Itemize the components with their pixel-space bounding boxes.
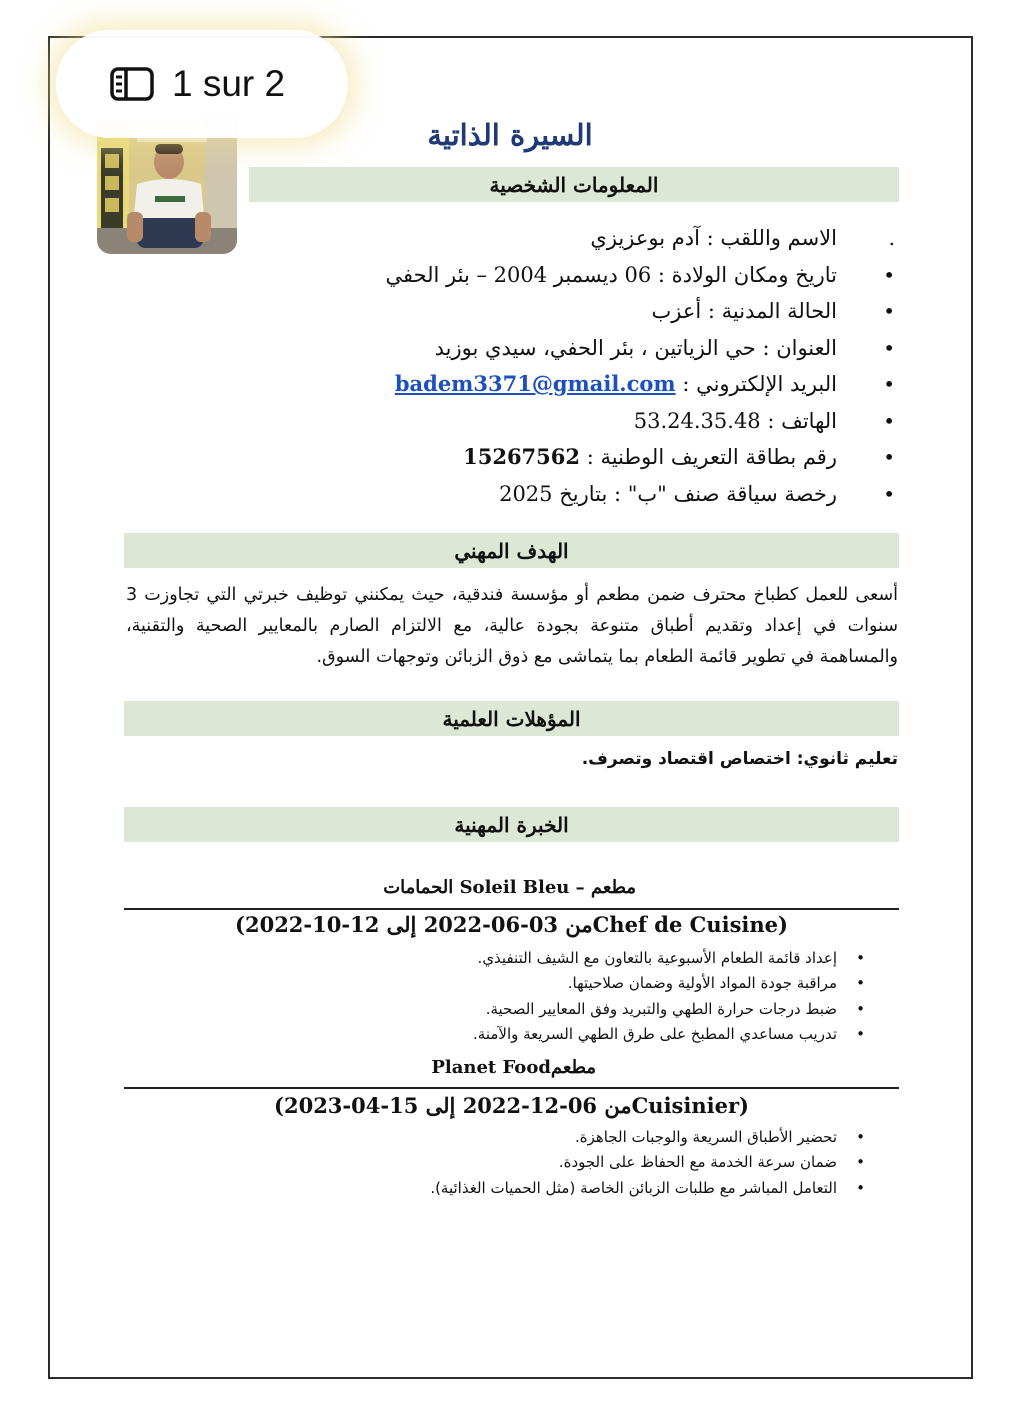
info-phone: الهاتف : 53.24.35.48 • (360, 403, 895, 440)
info-birth: تاريخ ومكان الولادة : 06 ديسمبر 2004 – بئر الحفي • (360, 257, 895, 294)
section-header-objective (124, 533, 899, 568)
section-header-qualifications (124, 701, 899, 736)
objective-text: أسعى للعمل كطباخ محترف ضمن مطعم أو مؤسسة فندقية، حيث يمكنني توظيف خبرتي التي تجاوزت 3 سنوات في إعداد وتقديم أطباق متنوعة بجودة عالية، مع الالتزام الصارم بالمعايير الصحية والتقنية، والمساهمة في تطوير قائمة الطعام بما يتماشى مع ذوق الزبائن وتوجهات السوق. (126, 585, 898, 667)
section-title: الخبرة المهنية (454, 812, 569, 837)
section-title: المعلومات الشخصية (489, 172, 659, 197)
list-item: تحضير الأطباق السريعة والوجبات الجاهزة. • (300, 1125, 865, 1150)
email-link[interactable]: badem3371@gmail.com (394, 371, 676, 396)
divider (124, 1087, 899, 1089)
duties-list (300, 1125, 865, 1201)
education-text: تعليم ثانوي: اختصاص اقتصاد وتصرف. (581, 749, 898, 769)
section-header-personal (249, 167, 899, 202)
list-item: تدريب مساعدي المطبخ على طرق الطهي السريعة والآمنة. • (300, 1022, 865, 1047)
job-title: (Cuisinierمن 06-12-2022 إلى 15-04-2023) (274, 1093, 749, 1118)
page-indicator-label: 1 sur 2 (172, 63, 286, 104)
info-address: العنوان : حي الزياتين ، بئر الحفي، سيدي بوزيد • (360, 330, 895, 367)
info-name: الاسم واللقب : آدم بوعزيزي . (360, 220, 895, 257)
section-header-experience (124, 807, 899, 842)
info-id-card: رقم بطاقة التعريف الوطنية : 15267562 • (360, 439, 895, 476)
info-email: البريد الإلكتروني : badem3371@gmail.com • (360, 366, 895, 403)
duties-list (300, 946, 865, 1047)
job-title: (Chef de Cuisineمن 03-06-2022 إلى 12-10-2022) (235, 912, 788, 937)
info-license: رخصة سياقة صنف "ب" : بتاريخ 2025 • (360, 476, 895, 513)
list-item: ضمان سرعة الخدمة مع الحفاظ على الجودة. • (300, 1150, 865, 1175)
restaurant-name: مطعم – Soleil Bleu الحمامات (383, 877, 636, 898)
restaurant-name: مطعمPlanet Food (431, 1057, 596, 1078)
sidebar-panel-icon (110, 67, 154, 101)
section-title: الهدف المهني (454, 538, 569, 563)
list-item: ضبط درجات حرارة الطهي والتبريد وفق المعايير الصحية. • (300, 997, 865, 1022)
section-title: المؤهلات العلمية (442, 706, 581, 731)
personal-info-list (360, 220, 895, 512)
list-item: مراقبة جودة المواد الأولية وضمان صلاحيتها. • (300, 971, 865, 996)
document-title: السيرة الذاتية (427, 118, 593, 152)
list-item: التعامل المباشر مع طلبات الزبائن الخاصة (مثل الحميات الغذائية). • (300, 1176, 865, 1201)
info-marital-status: الحالة المدنية : أعزب • (360, 293, 895, 330)
list-item: إعداد قائمة الطعام الأسبوعية بالتعاون مع الشيف التنفيذي. • (300, 946, 865, 971)
divider (124, 908, 899, 910)
profile-photo (97, 118, 237, 254)
